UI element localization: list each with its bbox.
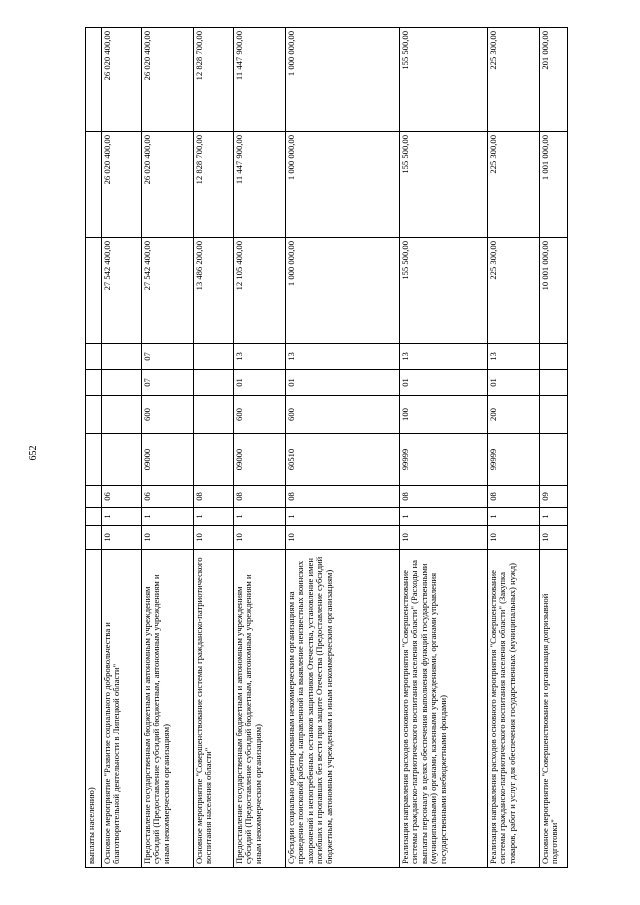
- amount-year-2: [86, 132, 102, 238]
- code-subsection: [86, 344, 102, 370]
- rotated-table-container: [85, 28, 567, 868]
- code-subprogram: 1: [488, 508, 540, 526]
- code-expense-type: [540, 396, 568, 434]
- amount-year-1: 155 500,00: [400, 238, 488, 344]
- row-description: Предоставление государственным бюджетным и автономным учреждениям субсидий (Предоставление субсидий бюджетным, автономным учреждениям и иным некоммерческим организациям): [234, 550, 286, 868]
- code-direction: [540, 434, 568, 486]
- code-subsection: [540, 344, 568, 370]
- amount-year-1: 12 105 400,00: [234, 238, 286, 344]
- amount-year-3: 11 447 900,00: [234, 28, 286, 132]
- amount-year-1: [86, 238, 102, 344]
- row-description: Предоставление государственным бюджетным и автономным учреждениям субсидий (Предоставление субсидий бюджетным, автономным учреждениям и иным некоммерческим организациям): [142, 550, 194, 868]
- row-description: Реализация направления расходов основного мероприятия "Совершенствование системы гражданско-патриотического воспитания населения области" (Закупка товаров, работ и услуг для обеспечения государственных (муниципальных) нужд): [488, 550, 540, 868]
- code-section: [86, 370, 102, 396]
- table-row: [488, 28, 540, 868]
- code-section: 01: [488, 370, 540, 396]
- code-subsection: 07: [142, 344, 194, 370]
- code-event: 08: [194, 486, 234, 508]
- code-direction: 09000: [142, 434, 194, 486]
- code-event: 06: [142, 486, 194, 508]
- code-section: [194, 370, 234, 396]
- amount-year-3: 201 000,00: [540, 28, 568, 132]
- amount-year-3: 225 300,00: [488, 28, 540, 132]
- code-subprogram: 1: [194, 508, 234, 526]
- amount-year-3: 1 000 000,00: [286, 28, 400, 132]
- code-subprogram: 1: [286, 508, 400, 526]
- table-row: [540, 28, 568, 868]
- code-subsection: [102, 344, 142, 370]
- code-expense-type: 200: [488, 396, 540, 434]
- code-subprogram: 1: [400, 508, 488, 526]
- code-direction: [102, 434, 142, 486]
- code-subsection: [194, 344, 234, 370]
- code-subsection: 13: [286, 344, 400, 370]
- code-direction: [86, 434, 102, 486]
- amount-year-3: 26 020 400,00: [102, 28, 142, 132]
- code-subsection: 13: [234, 344, 286, 370]
- code-section: 01: [400, 370, 488, 396]
- code-program: 10: [400, 526, 488, 550]
- row-description: Реализация направления расходов основного мероприятия "Совершенствование системы гражданско-патриотического воспитания населения области" (Расходы на выплаты персоналу в целях обеспечения выполнения функций государственными (муниципальными) органами, казенными учреждениями, органами управления государственными внебюджетными фондами): [400, 550, 488, 868]
- amount-year-2: 12 828 700,00: [194, 132, 234, 238]
- code-expense-type: 600: [234, 396, 286, 434]
- code-section: 07: [142, 370, 194, 396]
- budget-table: [85, 27, 568, 868]
- code-program: [86, 526, 102, 550]
- amount-year-1: 10 001 000,00: [540, 238, 568, 344]
- code-program: 10: [540, 526, 568, 550]
- code-subprogram: 1: [540, 508, 568, 526]
- code-program: 10: [286, 526, 400, 550]
- table-row: [142, 28, 194, 868]
- amount-year-3: 12 828 700,00: [194, 28, 234, 132]
- code-direction: [194, 434, 234, 486]
- amount-year-3: 26 020 400,00: [142, 28, 194, 132]
- amount-year-3: 155 500,00: [400, 28, 488, 132]
- code-program: 10: [102, 526, 142, 550]
- code-event: [86, 486, 102, 508]
- code-section: [540, 370, 568, 396]
- code-section: [102, 370, 142, 396]
- row-description: Основное мероприятие "Развитие социального добровольчества и благотворительной деятельности в Липецкой области": [102, 550, 142, 868]
- code-subprogram: 1: [234, 508, 286, 526]
- code-event: 08: [286, 486, 400, 508]
- row-description: выплаты населению): [86, 550, 102, 868]
- code-program: 10: [194, 526, 234, 550]
- code-event: 06: [102, 486, 142, 508]
- code-direction: 99999: [400, 434, 488, 486]
- table-row: [400, 28, 488, 868]
- code-expense-type: [194, 396, 234, 434]
- amount-year-3: [86, 28, 102, 132]
- code-expense-type: [86, 396, 102, 434]
- code-program: 10: [488, 526, 540, 550]
- row-description: Основное мероприятие "Совершенствование и организация допризывной подготовки": [540, 550, 568, 868]
- amount-year-1: 225 300,00: [488, 238, 540, 344]
- code-event: 08: [400, 486, 488, 508]
- table-row: [194, 28, 234, 868]
- amount-year-1: 27 542 400,00: [102, 238, 142, 344]
- amount-year-2: 1 001 000,00: [540, 132, 568, 238]
- amount-year-2: 225 300,00: [488, 132, 540, 238]
- table-row: [234, 28, 286, 868]
- amount-year-1: 13 486 200,00: [194, 238, 234, 344]
- code-event: 08: [488, 486, 540, 508]
- code-event: 09: [540, 486, 568, 508]
- amount-year-2: 26 020 400,00: [142, 132, 194, 238]
- code-subprogram: 1: [102, 508, 142, 526]
- code-program: 10: [234, 526, 286, 550]
- code-expense-type: 600: [142, 396, 194, 434]
- code-expense-type: 600: [286, 396, 400, 434]
- page-number: 652: [28, 445, 39, 461]
- amount-year-2: 155 500,00: [400, 132, 488, 238]
- code-subprogram: 1: [142, 508, 194, 526]
- code-direction: 99999: [488, 434, 540, 486]
- code-expense-type: 100: [400, 396, 488, 434]
- code-direction: 09000: [234, 434, 286, 486]
- table-row: [86, 28, 102, 868]
- code-subprogram: [86, 508, 102, 526]
- code-program: 10: [142, 526, 194, 550]
- amount-year-2: 1 000 000,00: [286, 132, 400, 238]
- table-row: [102, 28, 142, 868]
- amount-year-2: 26 020 400,00: [102, 132, 142, 238]
- code-section: 01: [286, 370, 400, 396]
- code-subsection: 13: [400, 344, 488, 370]
- amount-year-1: 27 542 400,00: [142, 238, 194, 344]
- code-subsection: 13: [488, 344, 540, 370]
- table-row: [286, 28, 400, 868]
- code-direction: 60510: [286, 434, 400, 486]
- amount-year-1: 1 000 000,00: [286, 238, 400, 344]
- code-event: 08: [234, 486, 286, 508]
- row-description: Субсидии социально ориентированным некоммерческим организациям на проведение поисковой работы, направленной на выявление неизвестных воинских захоронений и непогребенных останков защитников Отечества, установление имен погибших и пропавших без вести при защите Отечества (Предоставление субсидий бюджетным, автономным учреждениям и иным некоммерческим организациям): [286, 550, 400, 868]
- code-expense-type: [102, 396, 142, 434]
- row-description: Основное мероприятие "Совершенствование системы гражданско-патриотического воспитания населения области": [194, 550, 234, 868]
- code-section: 01: [234, 370, 286, 396]
- amount-year-2: 11 447 900,00: [234, 132, 286, 238]
